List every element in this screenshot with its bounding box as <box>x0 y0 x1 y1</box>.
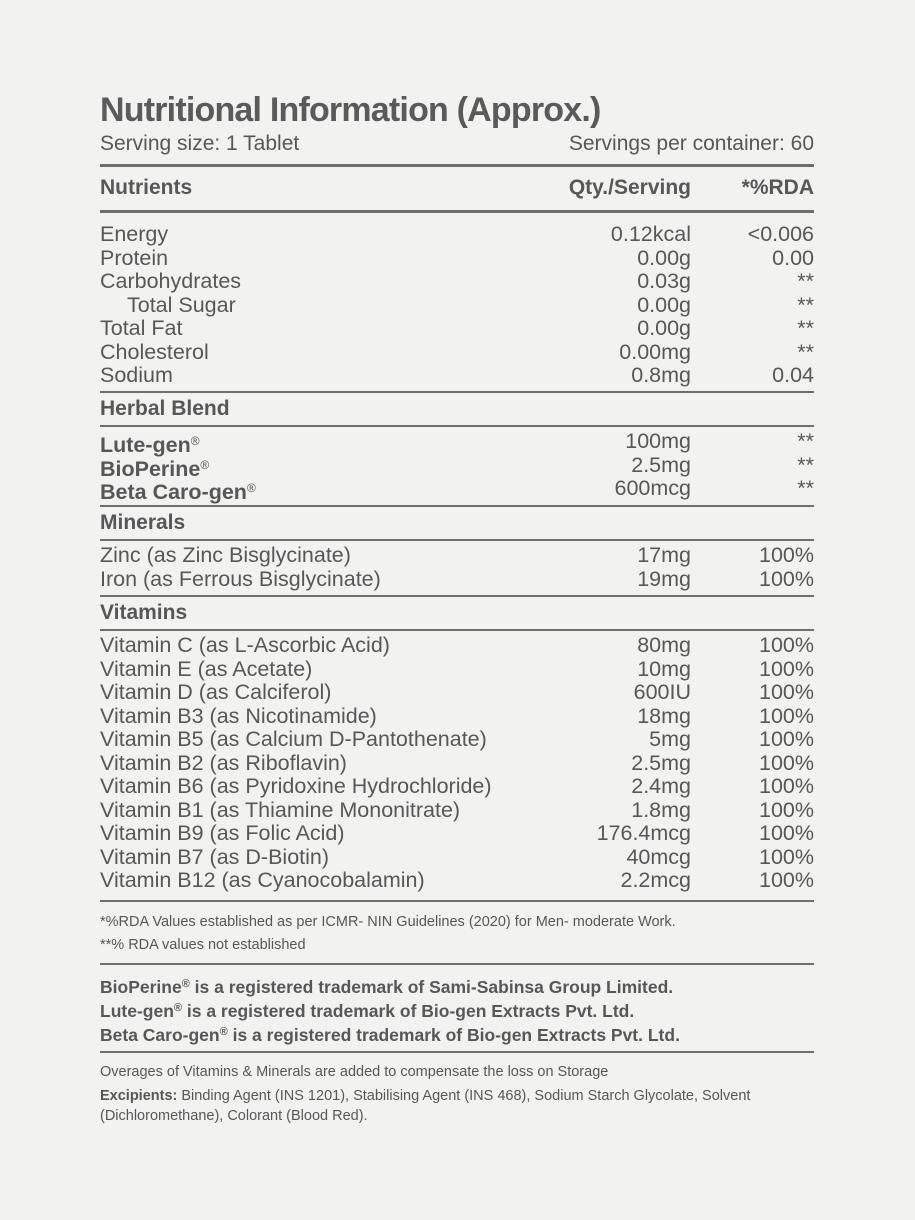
vitamin-rda: 100% <box>759 703 814 728</box>
table-row <box>100 752 814 776</box>
nutrient-rda: <0.006 <box>747 222 814 246</box>
vitamin-name: Vitamin E (as Acetate) <box>100 656 313 681</box>
table-header <box>100 174 814 202</box>
nutrient-name: Total Sugar <box>127 292 236 317</box>
vitamin-rda: 100% <box>759 797 814 822</box>
vitamin-rda: 100% <box>759 656 814 681</box>
vitamin-rda: 100% <box>759 868 814 892</box>
herbal-qty: 2.5mg <box>631 452 691 477</box>
col-header-qty: Qty./Serving <box>568 176 691 199</box>
col-header-nutrients: Nutrients <box>100 176 193 199</box>
mineral-name: Iron (as Ferrous Bisglycinate) <box>100 566 381 591</box>
nutrient-qty: 0.00mg <box>619 339 691 364</box>
nutrient-name: Energy <box>100 222 169 246</box>
overages-note: Overages of Vitamins & Minerals are added to compensate the loss on Storage <box>100 1064 609 1080</box>
excipients-line-2: (Dichloromethane), Colorant (Blood Red). <box>100 1108 368 1124</box>
nutrient-rda: 0.04 <box>772 363 814 387</box>
table-row <box>100 658 814 682</box>
divider <box>100 595 814 597</box>
page-title: Nutritional Information (Approx.) <box>100 91 601 129</box>
nutrient-name: Carbohydrates <box>100 269 242 293</box>
trademark-note: Lute-gen® is a registered trademark of Bio-gen Extracts Pvt. Ltd. <box>100 1001 635 1021</box>
vitamin-name: Vitamin B6 (as Pyridoxine Hydrochloride) <box>100 774 492 798</box>
mineral-qty: 19mg <box>637 566 691 591</box>
table-row <box>100 270 814 294</box>
excipients-label: Excipients: <box>100 1088 178 1104</box>
herbal-name: BioPerine® <box>100 456 210 481</box>
servings-per-container: Servings per container: 60 <box>568 132 814 155</box>
vitamin-rda: 100% <box>759 633 814 657</box>
table-row <box>100 568 814 592</box>
nutrient-qty: 0.03g <box>637 269 691 293</box>
table-row <box>100 476 814 504</box>
mineral-rda: 100% <box>759 543 814 567</box>
mineral-rda: 100% <box>759 566 814 591</box>
table-row <box>100 544 814 568</box>
vitamin-qty: 80mg <box>637 633 691 657</box>
vitamin-name: Vitamin B7 (as D-Biotin) <box>100 844 330 869</box>
vitamin-qty: 10mg <box>637 656 691 681</box>
minerals-list <box>100 544 814 591</box>
herbal-blend-list <box>100 429 814 504</box>
vitamin-name: Vitamin C (as L-Ascorbic Acid) <box>100 633 390 657</box>
table-row <box>100 681 814 705</box>
nutrient-rda: ** <box>797 292 814 317</box>
vitamin-qty: 18mg <box>637 703 691 728</box>
nutrient-rda: ** <box>797 269 814 293</box>
col-header-rda: *%RDA <box>741 176 814 199</box>
table-row <box>100 294 814 318</box>
section-herbal-blend: Herbal Blend <box>100 397 230 420</box>
nutrient-qty: 0.00g <box>637 245 691 270</box>
vitamin-qty: 5mg <box>649 727 691 751</box>
vitamin-name: Vitamin B3 (as Nicotinamide) <box>100 703 377 728</box>
vitamin-name: Vitamin B5 (as Calcium D-Pantothenate) <box>100 727 487 751</box>
nutrient-rda: ** <box>797 316 814 340</box>
nutrient-qty: 0.00g <box>637 292 691 317</box>
divider <box>100 425 814 427</box>
table-row <box>100 364 814 388</box>
vitamin-name: Vitamin B2 (as Riboflavin) <box>100 750 347 775</box>
herbal-name: Lute-gen® <box>100 433 200 457</box>
table-row <box>100 869 814 893</box>
divider <box>100 539 814 541</box>
divider <box>100 210 814 213</box>
vitamin-qty: 2.2mcg <box>620 868 691 892</box>
nutrient-name: Protein <box>100 245 169 270</box>
divider <box>100 629 814 631</box>
rda-not-established-footnote: **% RDA values not established <box>100 937 306 953</box>
divider <box>100 391 814 393</box>
herbal-name: Beta Caro-gen® <box>100 480 256 504</box>
mineral-name: Zinc (as Zinc Bisglycinate) <box>100 543 351 567</box>
nutrient-name: Sodium <box>100 363 173 387</box>
mineral-qty: 17mg <box>637 543 691 567</box>
vitamin-name: Vitamin B12 (as Cyanocobalamin) <box>100 868 425 892</box>
vitamin-name: Vitamin D (as Calciferol) <box>100 680 332 704</box>
section-minerals: Minerals <box>100 511 186 534</box>
nutrient-qty: 0.12kcal <box>610 222 691 246</box>
table-row <box>100 775 814 799</box>
excipients-note <box>100 1086 814 1126</box>
excipients-line-1: Binding Agent (INS 1201), Stabilising Agent (INS 468), Sodium Starch Glycolate, Solvent <box>177 1088 751 1104</box>
table-row <box>100 822 814 846</box>
vitamin-qty: 176.4mcg <box>596 821 691 845</box>
nutrient-name: Total Fat <box>100 316 183 340</box>
nutrients-list <box>100 223 814 388</box>
nutrient-qty: 0.8mg <box>631 363 691 387</box>
table-row <box>100 341 814 365</box>
table-row <box>100 705 814 729</box>
divider <box>100 963 814 965</box>
vitamin-rda: 100% <box>759 750 814 775</box>
nutrient-qty: 0.00g <box>637 316 691 340</box>
divider <box>100 164 814 167</box>
nutrient-rda: ** <box>797 339 814 364</box>
trademark-note: Beta Caro-gen® is a registered trademark of Bio-gen Extracts Pvt. Ltd. <box>100 1025 680 1045</box>
nutrient-name: Cholesterol <box>100 339 209 364</box>
trademark-note: BioPerine® is a registered trademark of Sami-Sabinsa Group Limited. <box>100 977 674 997</box>
herbal-qty: 100mg <box>625 429 691 453</box>
vitamins-list <box>100 634 814 893</box>
divider <box>100 505 814 507</box>
section-vitamins: Vitamins <box>100 601 188 624</box>
herbal-qty: 600mcg <box>614 476 691 500</box>
serving-info <box>100 130 814 158</box>
divider <box>100 1051 814 1053</box>
table-row <box>100 223 814 247</box>
table-row <box>100 429 814 457</box>
vitamin-qty: 1.8mg <box>631 797 691 822</box>
vitamin-qty: 600IU <box>633 680 691 704</box>
herbal-rda: ** <box>797 452 814 477</box>
vitamin-name: Vitamin B1 (as Thiamine Mononitrate) <box>100 797 461 822</box>
vitamin-rda: 100% <box>759 774 814 798</box>
table-row <box>100 317 814 341</box>
table-row <box>100 247 814 271</box>
herbal-rda: ** <box>797 429 814 453</box>
table-row <box>100 634 814 658</box>
vitamin-rda: 100% <box>759 821 814 845</box>
vitamin-rda: 100% <box>759 680 814 704</box>
table-row <box>100 799 814 823</box>
vitamin-qty: 40mcg <box>626 844 691 869</box>
rda-footnote: *%RDA Values established as per ICMR- NIN Guidelines (2020) for Men- moderate Work. <box>100 914 676 930</box>
vitamin-qty: 2.5mg <box>631 750 691 775</box>
nutrient-rda: 0.00 <box>772 245 814 270</box>
table-row <box>100 452 814 481</box>
table-row <box>100 846 814 870</box>
divider <box>100 900 814 902</box>
herbal-rda: ** <box>797 476 814 500</box>
vitamin-qty: 2.4mg <box>631 774 691 798</box>
vitamin-rda: 100% <box>759 844 814 869</box>
serving-size: Serving size: 1 Tablet <box>100 132 300 155</box>
table-row <box>100 728 814 752</box>
vitamin-name: Vitamin B9 (as Folic Acid) <box>100 821 345 845</box>
vitamin-rda: 100% <box>759 727 814 751</box>
